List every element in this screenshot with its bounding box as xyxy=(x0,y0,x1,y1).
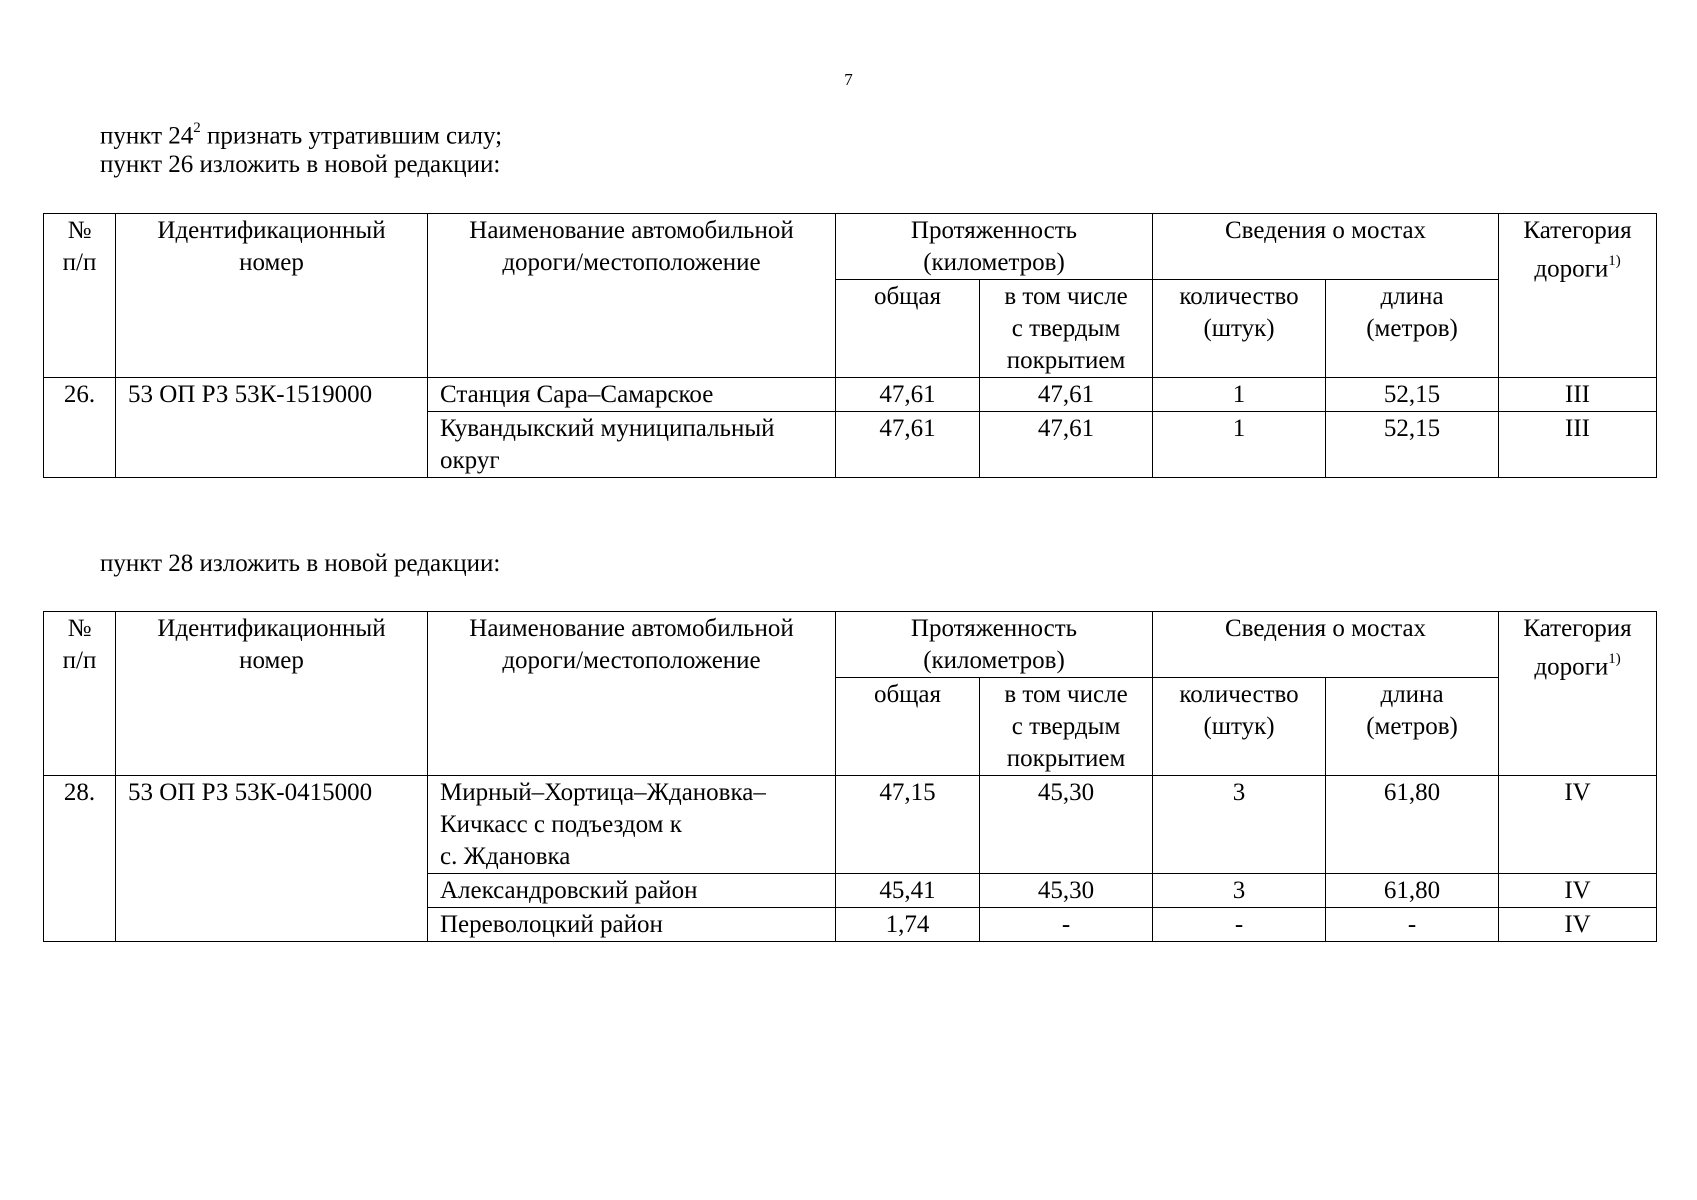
road-category: III xyxy=(1499,378,1657,412)
length-total: 47,61 xyxy=(836,412,980,478)
paragraph-clause-24 xyxy=(100,114,502,152)
bridge-length: 52,15 xyxy=(1326,378,1499,412)
length-hard: 47,61 xyxy=(980,412,1153,478)
table-row xyxy=(44,378,1657,412)
header-hard-surface: в том числе с твердым покрытием xyxy=(980,280,1153,378)
header-total: общая xyxy=(836,678,980,776)
header-bridges: Сведения о мостах xyxy=(1153,214,1499,280)
header-total: общая xyxy=(836,280,980,378)
header-row xyxy=(44,214,1657,280)
roads-table-26 xyxy=(43,213,1657,478)
header-number: № п/п xyxy=(44,214,116,378)
length-hard: 45,30 xyxy=(980,776,1153,874)
bridge-count: 3 xyxy=(1153,874,1326,908)
header-id: Идентификационный номер xyxy=(116,612,428,776)
header-bridge-count: количество (штук) xyxy=(1153,280,1326,378)
road-name: Станция Сара–Самарское xyxy=(428,378,836,412)
header-bridge-count: количество (штук) xyxy=(1153,678,1326,776)
length-hard: 47,61 xyxy=(980,378,1153,412)
row-number: 28. xyxy=(44,776,116,942)
header-row xyxy=(44,612,1657,678)
bridge-count: 1 xyxy=(1153,378,1326,412)
length-total: 45,41 xyxy=(836,874,980,908)
row-id: 53 ОП РЗ 53К-0415000 xyxy=(116,776,428,942)
roads-table-28 xyxy=(43,611,1657,942)
page-number: 7 xyxy=(844,70,853,89)
header-number: № п/п xyxy=(44,612,116,776)
road-name: Александровский район xyxy=(428,874,836,908)
table-row xyxy=(44,776,1657,874)
road-category: III xyxy=(1499,412,1657,478)
length-total: 47,61 xyxy=(836,378,980,412)
clause-24-rest: признать утратившим силу; xyxy=(200,122,503,150)
bridge-count: 1 xyxy=(1153,412,1326,478)
road-category: IV xyxy=(1499,874,1657,908)
header-bridge-length: длина (метров) xyxy=(1326,280,1499,378)
road-name: Мирный–Хортица–Ждановка– Кичкасс с подъездом к с. Ждановка xyxy=(428,776,836,874)
bridge-count: - xyxy=(1153,908,1326,942)
road-category: IV xyxy=(1499,776,1657,874)
length-total: 47,15 xyxy=(836,776,980,874)
bridge-length: 52,15 xyxy=(1326,412,1499,478)
length-total: 1,74 xyxy=(836,908,980,942)
header-category: Категория дороги$^{1)}$ xyxy=(1499,214,1657,378)
length-hard: 45,30 xyxy=(980,874,1153,908)
clause-24-superscript: 2 xyxy=(193,120,201,136)
road-name: Кувандыкский муниципальный округ xyxy=(428,412,836,478)
header-road-name: Наименование автомобильной дороги/местоположение xyxy=(428,214,836,378)
header-bridges: Сведения о мостах xyxy=(1153,612,1499,678)
paragraph-clause-28: пункт 28 изложить в новой редакции: xyxy=(100,550,501,577)
header-road-name: Наименование автомобильной дороги/местоположение xyxy=(428,612,836,776)
header-bridge-length: длина (метров) xyxy=(1326,678,1499,776)
row-number: 26. xyxy=(44,378,116,478)
length-hard: - xyxy=(980,908,1153,942)
header-id: Идентификационный номер xyxy=(116,214,428,378)
header-length: Протяженность (километров) xyxy=(836,214,1153,280)
paragraph-clause-26: пункт 26 изложить в новой редакции: xyxy=(100,151,501,178)
header-hard-surface: в том числе с твердым покрытием xyxy=(980,678,1153,776)
row-id: 53 ОП РЗ 53К-1519000 xyxy=(116,378,428,478)
header-length: Протяженность (километров) xyxy=(836,612,1153,678)
road-category: IV xyxy=(1499,908,1657,942)
road-name: Переволоцкий район xyxy=(428,908,836,942)
header-category: Категория дороги$^{1)}$ xyxy=(1499,612,1657,776)
bridge-length: 61,80 xyxy=(1326,874,1499,908)
clause-24-text: пункт 24 xyxy=(100,122,194,150)
bridge-length: 61,80 xyxy=(1326,776,1499,874)
bridge-length: - xyxy=(1326,908,1499,942)
bridge-count: 3 xyxy=(1153,776,1326,874)
